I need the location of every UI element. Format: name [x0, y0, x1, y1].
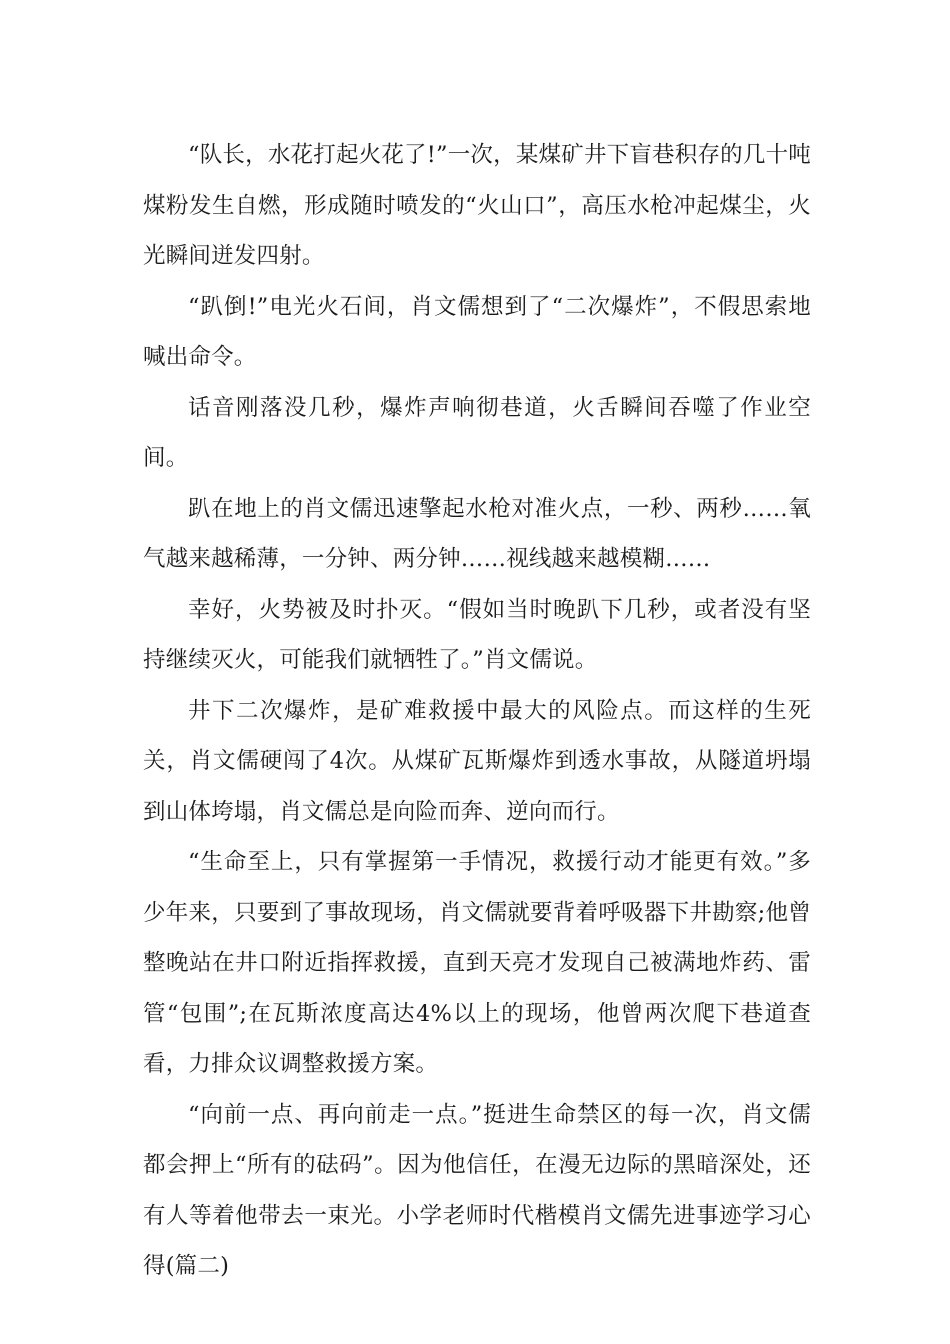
paragraph-2: “趴倒!”电光火石间，肖文儒想到了“二次爆炸”，不假思索地喊出命令。 — [143, 293, 811, 370]
article-body — [143, 130, 811, 1292]
paragraph-6: 井下二次爆炸，是矿难救援中最大的风险点。而这样的生死关，肖文儒硬闯了4次。从煤矿瓦斯爆炸到透水事故，从隧道坍塌到山体垮塌，肖文儒总是向险而奔、逆向而行。 — [143, 697, 811, 825]
paragraph-1: “队长，水花打起火花了!”一次，某煤矿井下盲巷积存的几十吨煤粉发生自燃，形成随时喷发的“火山口”，高压水枪冲起煤尘，火光瞬间迸发四射。 — [143, 142, 811, 269]
paragraph-7: “生命至上，只有掌握第一手情况，救援行动才能更有效。”多少年来，只要到了事故现场，肖文儒就要背着呼吸器下井勘察;他曾整晚站在井口附近指挥救援，直到天亮才发现自己被满地炸药、雷管“包围”;在瓦斯浓度高达4%以上的现场，他曾两次爬下巷道查看，力排众议调整救援方案。 — [143, 849, 811, 1077]
paragraph-3: 话音刚落没几秒，爆炸声响彻巷道，火舌瞬间吞噬了作业空间。 — [143, 394, 811, 471]
paragraph-4: 趴在地上的肖文儒迅速擎起水枪对准火点，一秒、两秒……氧气越来越稀薄，一分钟、两分钟……视线越来越模糊…… — [143, 495, 811, 572]
paragraph-8: “向前一点、再向前走一点。”挺进生命禁区的每一次，肖文儒都会押上“所有的砝码”。因为他信任，在漫无边际的黑暗深处，还有人等着他带去一束光。小学老师时代楷模肖文儒先进事迹学习心得(篇二) — [143, 1101, 811, 1279]
paragraph-5: 幸好，火势被及时扑灭。“假如当时晚趴下几秒，或者没有坚持继续灭火，可能我们就牺牲了。”肖文儒说。 — [143, 596, 811, 673]
